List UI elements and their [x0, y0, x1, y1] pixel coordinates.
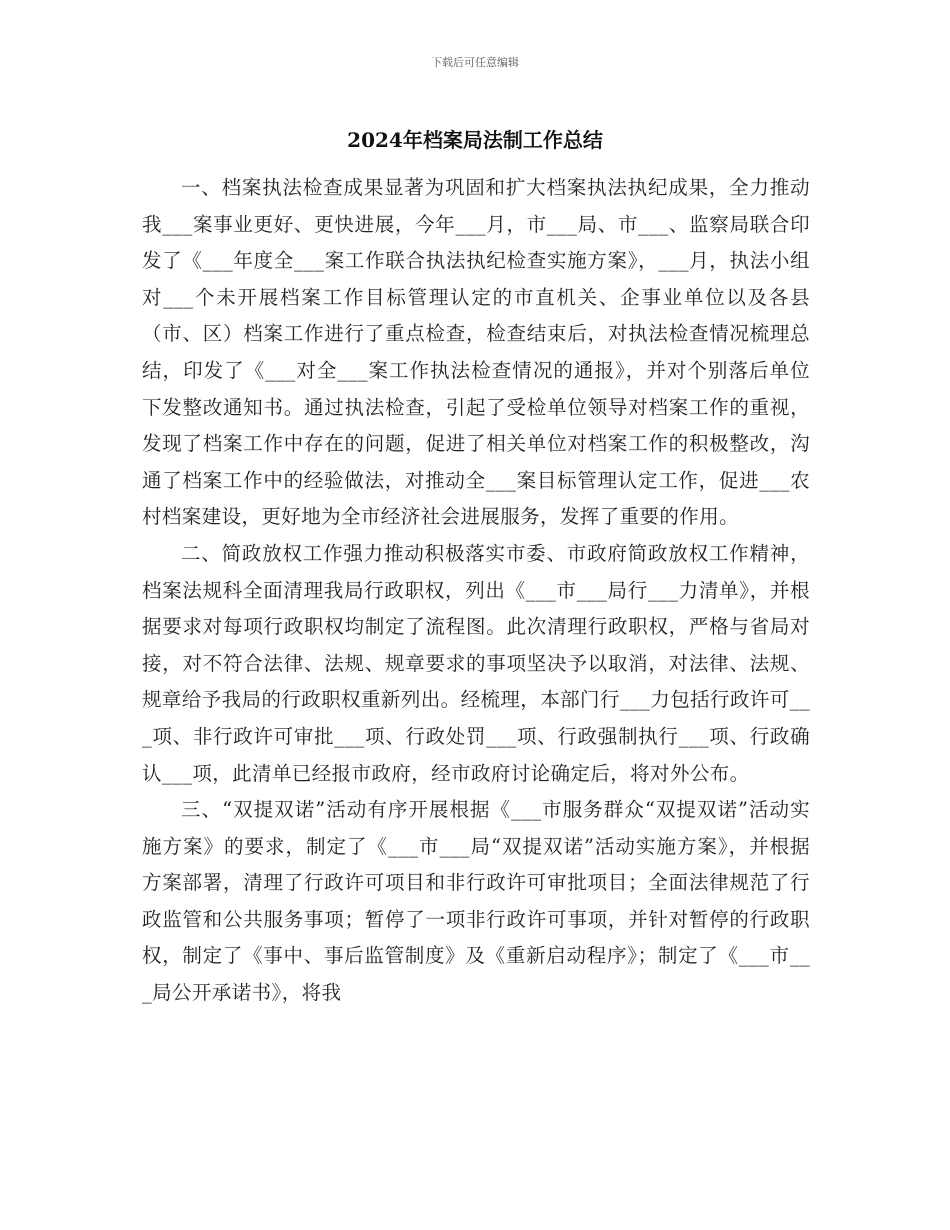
paragraph-1: 一、档案执法检查成果显著为巩固和扩大档案执法执纪成果，全力推动我___案事业更好、更快进展，今年___月，市___局、市___、监察局联合印发了《___年度全___案工作联合执法执纪检查实施方案》，___月，执法小组对___个未开展档案工作目标管理认定的市直机关、企事业单位以及各县（市、区）档案工作进行了重点检查，检查结束后，对执法检查情况梳理总结，印发了《___对全___案工作执法检查情况的通报》，并对个别落后单位下发整改通知书。通过执法检查，引起了受检单位领导对档案工作的重视，发现了档案工作中存在的问题，促进了相关单位对档案工作的积极整改，沟通了档案工作中的经验做法，对推动全___案目标管理认定工作，促进___农村档案建设，更好地为全市经济社会进展服务，发挥了重要的作用。: [142, 176, 810, 529]
paragraph-2: 二、简政放权工作强力推动积极落实市委、市政府简政放权工作精神，档案法规科全面清理我局行政职权，列出《___市___局行___力清单》，并根据要求对每项行政职权均制定了流程图。此次清理行政职权，严格与省局对接，对不符合法律、法规、规章要求的事项坚决予以取消，对法律、法规、规章给予我局的行政职权重新列出。经梳理，本部门行___力包括行政许可___项、非行政许可审批___项、行政处罚___项、行政强制执行___项、行政确认___项，此清单已经报市政府，经市政府讨论确定后，将对外公布。: [142, 541, 810, 785]
document-body: [142, 170, 810, 1012]
header-note: 下载后可任意编辑: [431, 56, 519, 69]
document-title: 2024年档案局法制工作总结: [347, 128, 603, 152]
paragraph-3: 三、“双提双诺”活动有序开展根据《___市服务群众“双提双诺”活动实施方案》的要求，制定了《___市___局“双提双诺”活动实施方案》，并根据方案部署，清理了行政许可项目和非行政许可审批项目；全面法律规范了行政监管和公共服务事项；暂停了一项非行政许可事项，并针对暂停的行政职权，制定了《事中、事后监管制度》及《重新启动程序》；制定了《___市___局公开承诺书》，将我: [142, 798, 810, 1005]
